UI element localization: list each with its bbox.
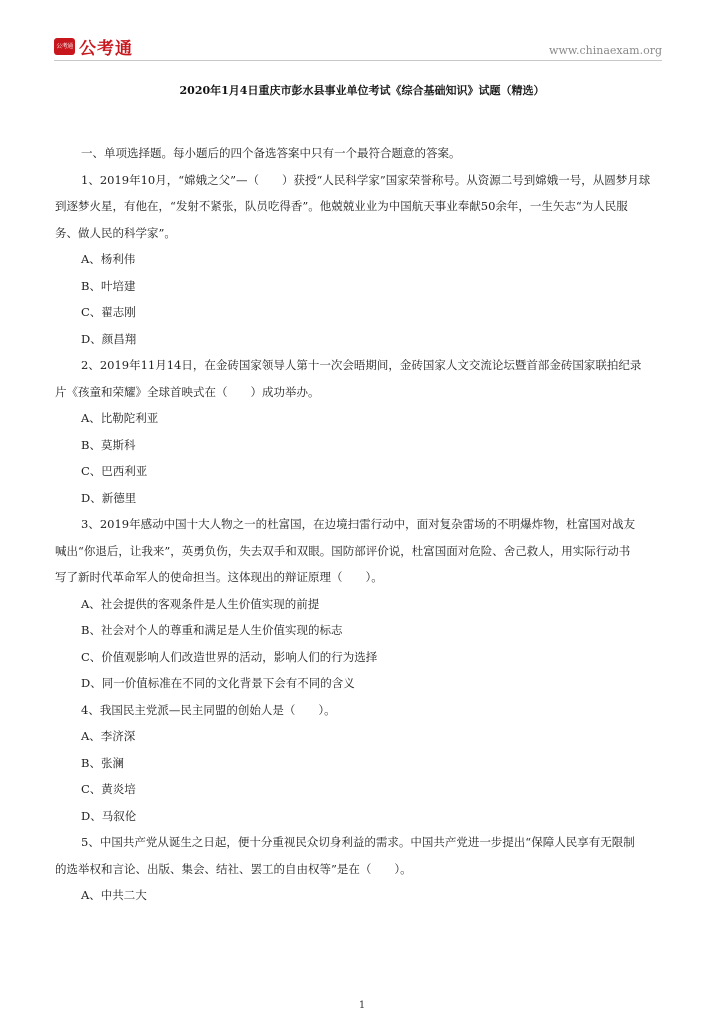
page-number: 1 (358, 1000, 366, 1011)
question-block (55, 511, 661, 697)
answer-option: A、中共二大 (81, 888, 147, 902)
question-block (55, 167, 661, 353)
question-block (81, 697, 661, 830)
answer-option: D、同一价值标准在不同的文化背景下会有不同的含义 (81, 676, 355, 690)
question-block (55, 352, 661, 511)
answer-option: A、杨利伟 (81, 252, 136, 266)
question-stem: 4、我国民主党派—民主同盟的创始人是（ ）。 (81, 702, 336, 717)
site-url: www.chinaexam.org (549, 44, 662, 57)
answer-option: A、李济深 (81, 729, 136, 743)
question-stem-continuation: 片《孩童和荣耀》全球首映式在（ ）成功举办。 (55, 384, 320, 399)
answer-option: B、莫斯科 (81, 437, 136, 452)
question-stem-continuation: 写了新时代革命军人的使命担当。这体现出的辩证原理（ ）。 (55, 570, 383, 584)
question-stem: 2、2019年11月14日，在金砖国家领导人第十一次会晤期间，金砖国家人文交流论坛暨首部金砖国家联拍纪录 (81, 358, 642, 372)
answer-option: A、社会提供的客观条件是人生价值实现的前提 (81, 596, 320, 611)
logo-badge-icon: 公考通 (54, 38, 75, 55)
section-intro: 一、单项选择题。每小题后的四个备选答案中只有一个最符合题意的答案。 (81, 146, 461, 160)
question-stem-continuation: 喊出“你退后，让我来”，英勇负伤，失去双手和双眼。国防部评价说，杜富国面对危险、舍己救人，用实际行动书 (55, 543, 631, 558)
logo (54, 34, 133, 59)
question-stem: 1、2019年10月，“嫦娥之父”—（ ）获授“人民科学家”国家荣誉称号。从资源二号到嫦娥一号，从圆梦月球 (81, 172, 651, 187)
answer-option: D、马叙伦 (81, 808, 137, 823)
answer-option: B、叶培建 (81, 278, 136, 293)
question-stem: 3、2019年感动中国十大人物之一的杜富国，在边境扫雷行动中，面对复杂雷场的不明爆炸物，杜富国对战友 (81, 517, 636, 531)
answer-option: C、巴西利亚 (81, 464, 148, 478)
answer-option: D、新德里 (81, 490, 137, 505)
document-title: 2020年1月4日重庆市彭水县事业单位考试《综合基础知识》试题（精选） (179, 84, 545, 97)
question-stem-continuation: 的选举权和言论、出版、集会、结社、罢工的自由权等”是在（ ）。 (55, 861, 412, 876)
answer-option: B、张澜 (81, 755, 124, 770)
answer-option: C、翟志刚 (81, 305, 136, 319)
answer-option: D、颜昌翔 (81, 331, 137, 346)
answer-option: C、价值观影响人们改造世界的活动，影响人们的行为选择 (81, 649, 378, 664)
question-stem-continuation: 务、做人民的科学家”。 (55, 225, 176, 240)
question-stem-continuation: 到逐梦火星，有他在，“发射不紧张，队员吃得香”。他兢兢业业为中国航天事业奉献50余年，一生矢志“为人民服 (55, 199, 628, 213)
header-divider (54, 60, 662, 61)
answer-option: C、黄炎培 (81, 782, 136, 796)
logo-text: 公考通 (79, 39, 133, 59)
page-header (0, 0, 724, 66)
document-body (55, 140, 661, 909)
question-stem: 5、中国共产党从诞生之日起，便十分重视民众切身利益的需求。中国共产党进一步提出“保障人民享有无限制 (81, 835, 635, 849)
answer-option: A、比勒陀利亚 (81, 411, 159, 425)
question-block (55, 829, 661, 909)
answer-option: B、社会对个人的尊重和满足是人生价值实现的标志 (81, 623, 343, 637)
